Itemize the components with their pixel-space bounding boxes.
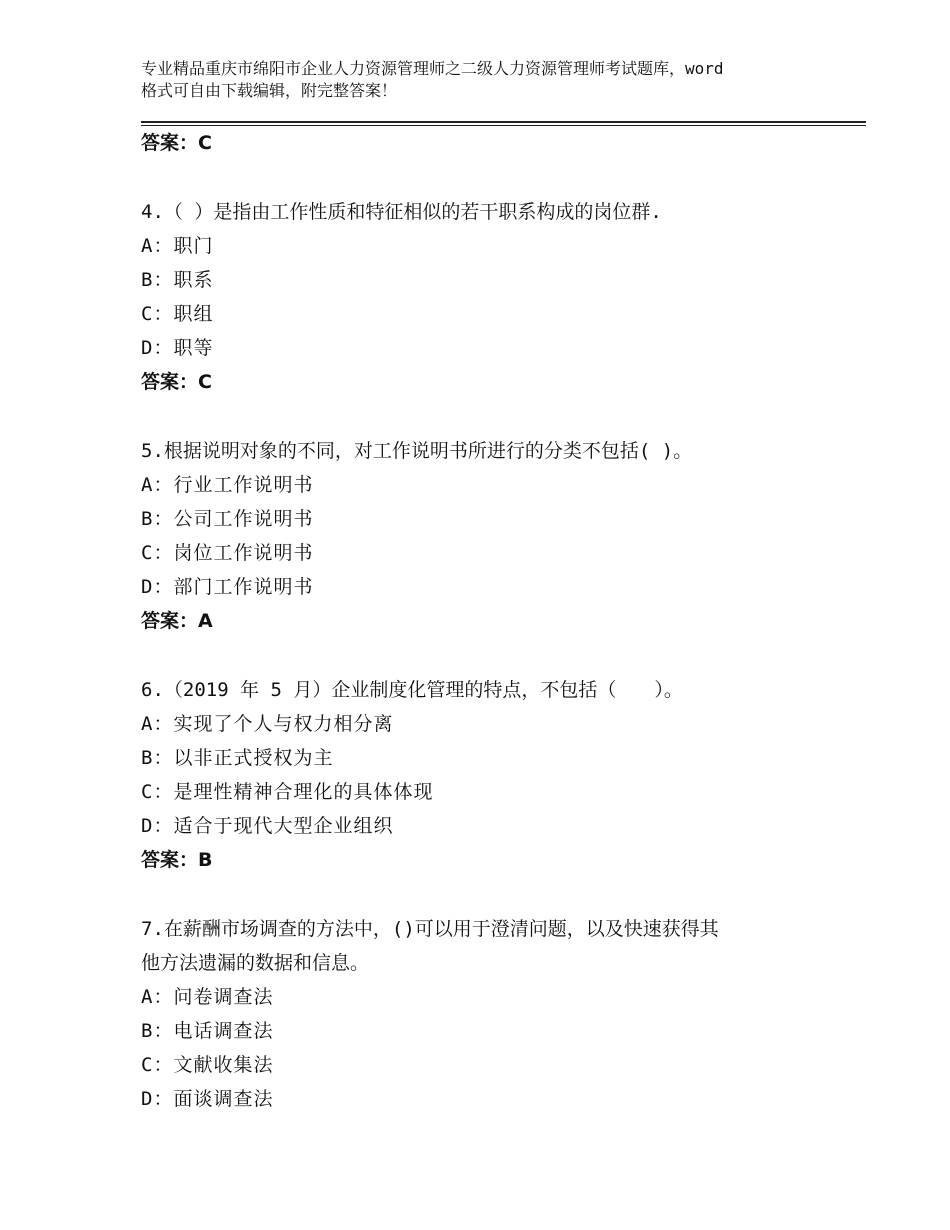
answer-prev: 答案：C — [141, 132, 212, 154]
header-line-1: 专业精品重庆市绵阳市企业人力资源管理师之二级人力资源管理师考试题库，word — [141, 59, 724, 78]
question-6-option-c: C：是理性精神合理化的具体体现 — [141, 781, 434, 803]
document-header — [141, 58, 831, 102]
question-6-answer: 答案：B — [141, 849, 213, 871]
header-line-2: 格式可自由下载编辑，附完整答案！ — [141, 81, 398, 100]
question-5-stem: 5.根据说明对象的不同，对工作说明书所进行的分类不包括( )。 — [141, 440, 693, 462]
question-6-stem: 6.（2019 年 5 月）企业制度化管理的特点，不包括（ ）。 — [141, 679, 683, 701]
question-4-stem: 4.（ ）是指由工作性质和特征相似的若干职系构成的岗位群. — [141, 201, 662, 223]
question-4-option-a: A：职门 — [141, 235, 214, 257]
question-4-option-c: C：职组 — [141, 303, 214, 325]
question-7-option-a: A：问卷调查法 — [141, 986, 274, 1008]
question-7-stem: 7.在薪酬市场调查的方法中，()可以用于澄清问题，以及快速获得其 — [141, 918, 719, 940]
question-5-answer: 答案：A — [141, 610, 213, 632]
question-5-option-b: B：公司工作说明书 — [141, 508, 314, 530]
question-4-option-d: D：职等 — [141, 337, 214, 359]
question-7-option-c: C：文献收集法 — [141, 1054, 274, 1076]
question-6-option-d: D：适合于现代大型企业组织 — [141, 815, 394, 837]
question-4-answer: 答案：C — [141, 371, 212, 393]
question-5-option-a: A：行业工作说明书 — [141, 474, 314, 496]
question-6-option-a: A：实现了个人与权力相分离 — [141, 713, 394, 735]
question-4-option-b: B：职系 — [141, 269, 214, 291]
header-rule-thick — [141, 121, 866, 123]
question-7-stem-cont: 他方法遗漏的数据和信息。 — [141, 952, 370, 974]
question-6-option-b: B：以非正式授权为主 — [141, 747, 334, 769]
question-7-option-d: D：面谈调查法 — [141, 1088, 274, 1110]
question-5-option-d: D：部门工作说明书 — [141, 576, 314, 598]
question-7-option-b: B：电话调查法 — [141, 1020, 274, 1042]
question-5-option-c: C：岗位工作说明书 — [141, 542, 314, 564]
header-rule-thin — [141, 125, 866, 126]
